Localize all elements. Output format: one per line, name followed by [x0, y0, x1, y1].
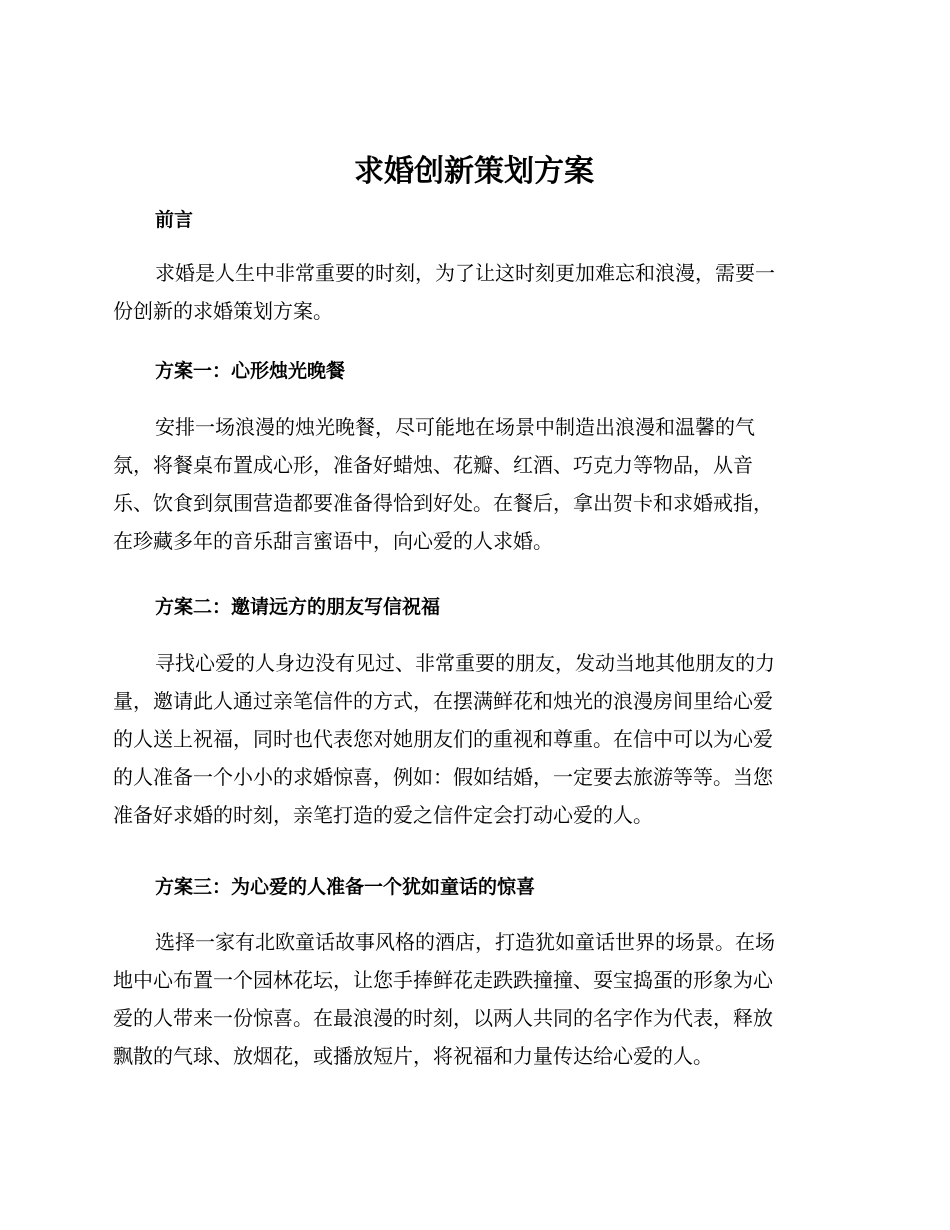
paragraph-line: 在珍藏多年的音乐甜言蜜语中，向心爱的人求婚。 [113, 529, 553, 553]
paragraph-line: 安排一场浪漫的烛光晚餐，尽可能地在场景中制造出浪漫和温馨的气 [155, 415, 755, 439]
paragraph-line: 的人准备一个小小的求婚惊喜，例如：假如结婚，一定要去旅游等等。当您 [113, 765, 773, 789]
paragraph-line: 求婚是人生中非常重要的时刻，为了让这时刻更加难忘和浪漫，需要一 [155, 261, 775, 285]
document-title: 求婚创新策划方案 [354, 154, 594, 189]
paragraph-line: 氛，将餐桌布置成心形，准备好蜡烛、花瓣、红酒、巧克力等物品，从音 [113, 453, 753, 477]
paragraph-line: 份创新的求婚策划方案。 [113, 299, 333, 323]
section-paragraph-plan-2 [113, 644, 835, 834]
paragraph-line: 选择一家有北欧童话故事风格的酒店，打造犹如童话世界的场景。在场 [155, 930, 775, 954]
paragraph-line: 寻找心爱的人身边没有见过、非常重要的朋友，发动当地其他朋友的力 [155, 651, 775, 675]
section-heading-plan-3: 方案三：为心爱的人准备一个犹如童话的惊喜 [155, 876, 536, 898]
section-heading-plan-2: 方案二：邀请远方的朋友写信祝福 [155, 596, 441, 618]
paragraph-line: 地中心布置一个园林花坛，让您手捧鲜花走跌跌撞撞、耍宝捣蛋的形象为心 [113, 968, 773, 992]
paragraph-line: 量，邀请此人通过亲笔信件的方式，在摆满鲜花和烛光的浪漫房间里给心爱 [113, 689, 773, 713]
section-heading-plan-1: 方案一：心形烛光晚餐 [155, 360, 346, 382]
paragraph-line: 乐、饮食到氛围营造都要准备得恰到好处。在餐后，拿出贺卡和求婚戒指， [113, 491, 773, 515]
section-paragraph-plan-3 [113, 923, 835, 1075]
section-paragraph-preface [113, 254, 835, 330]
paragraph-line: 准备好求婚的时刻，亲笔打造的爱之信件定会打动心爱的人。 [113, 803, 653, 827]
section-heading-preface: 前言 [155, 209, 194, 231]
paragraph-line: 飘散的气球、放烟花，或播放短片，将祝福和力量传达给心爱的人。 [113, 1044, 713, 1068]
section-paragraph-plan-1 [113, 408, 835, 560]
paragraph-line: 爱的人带来一份惊喜。在最浪漫的时刻，以两人共同的名字作为代表，释放 [113, 1006, 773, 1030]
paragraph-line: 的人送上祝福，同时也代表您对她朋友们的重视和尊重。在信中可以为心爱 [113, 727, 773, 751]
